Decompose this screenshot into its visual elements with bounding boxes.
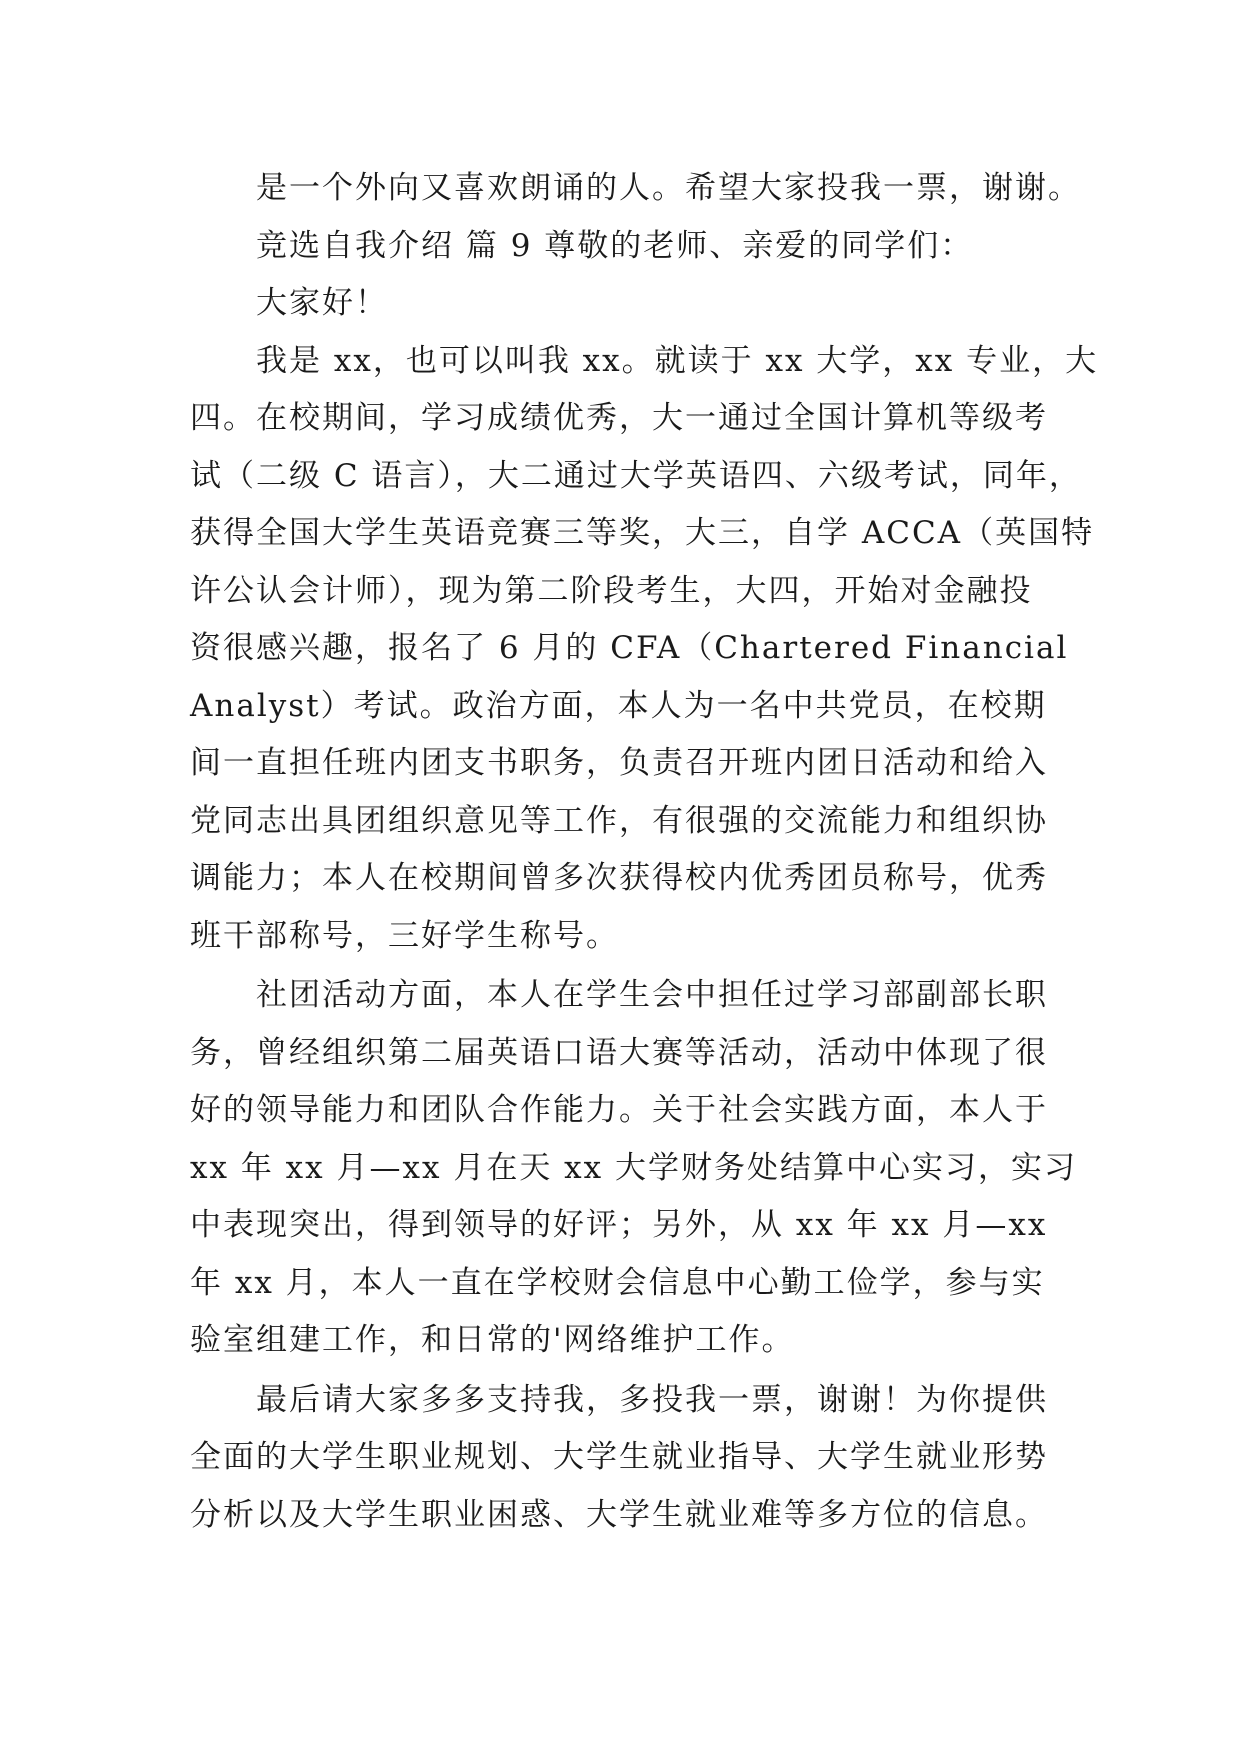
text-line: 最后请大家多多支持我，多投我一票，谢谢！为你提供 (256, 1381, 1048, 1418)
text-line: 获得全国大学生英语竞赛三等奖，大三，自学 ACCA（英国特 (190, 515, 1095, 551)
greeting-line: 大家好！ (256, 285, 388, 321)
text-line: 资很感兴趣，报名了 6 月的 CFA（Chartered Financial (190, 630, 1069, 666)
text-line: Analyst）考试。政治方面，本人为一名中共党员，在校期 (190, 687, 1047, 724)
text-line: 分析以及大学生职业困惑、大学生就业难等多方位的信息。 (190, 1496, 1048, 1533)
text-line: 四。在校期间，学习成绩优秀，大一通过全国计算机等级考 (190, 400, 1048, 436)
section-heading: 竞选自我介绍 篇 9 尊敬的老师、亲爱的同学们： (256, 227, 974, 264)
text-line: 调能力；本人在校期间曾多次获得校内优秀团员称号，优秀 (190, 860, 1048, 896)
text-line: xx 年 xx 月—xx 月在天 xx 大学财务处结算中心实习，实习 (190, 1149, 1077, 1186)
text-line: 全面的大学生职业规划、大学生就业指导、大学生就业形势 (190, 1439, 1048, 1475)
text-line: 好的领导能力和团队合作能力。关于社会实践方面，本人于 (190, 1092, 1048, 1128)
text-line: 许公认会计师），现为第二阶段考生，大四，开始对金融投 (190, 572, 1033, 609)
text-line: 中表现突出，得到领导的好评；另外，从 xx 年 xx 月—xx (190, 1207, 1048, 1243)
text-line: 社团活动方面，本人在学生会中担任过学习部副部长职 (256, 977, 1048, 1013)
text-line: 是一个外向又喜欢朗诵的人。希望大家投我一票，谢谢。 (256, 170, 1081, 206)
text-line: 验室组建工作，和日常的'网络维护工作。 (190, 1322, 795, 1358)
text-line: 我是 xx，也可以叫我 xx。就读于 xx 大学，xx 专业，大 (256, 342, 1099, 379)
text-line: 试（二级 C 语言），大二通过大学英语四、六级考试，同年， (190, 457, 1082, 494)
document-page (190, 160, 1099, 1544)
text-line: 间一直担任班内团支书职务，负责召开班内团日活动和给入 (190, 745, 1048, 781)
text-line: 班干部称号，三好学生称号。 (190, 917, 619, 954)
text-line: 年 xx 月，本人一直在学校财会信息中心勤工俭学，参与实 (190, 1264, 1045, 1301)
text-line: 党同志出具团组织意见等工作，有很强的交流能力和组织协 (190, 802, 1048, 839)
text-line: 务，曾经组织第二届英语口语大赛等活动，活动中体现了很 (190, 1034, 1048, 1071)
